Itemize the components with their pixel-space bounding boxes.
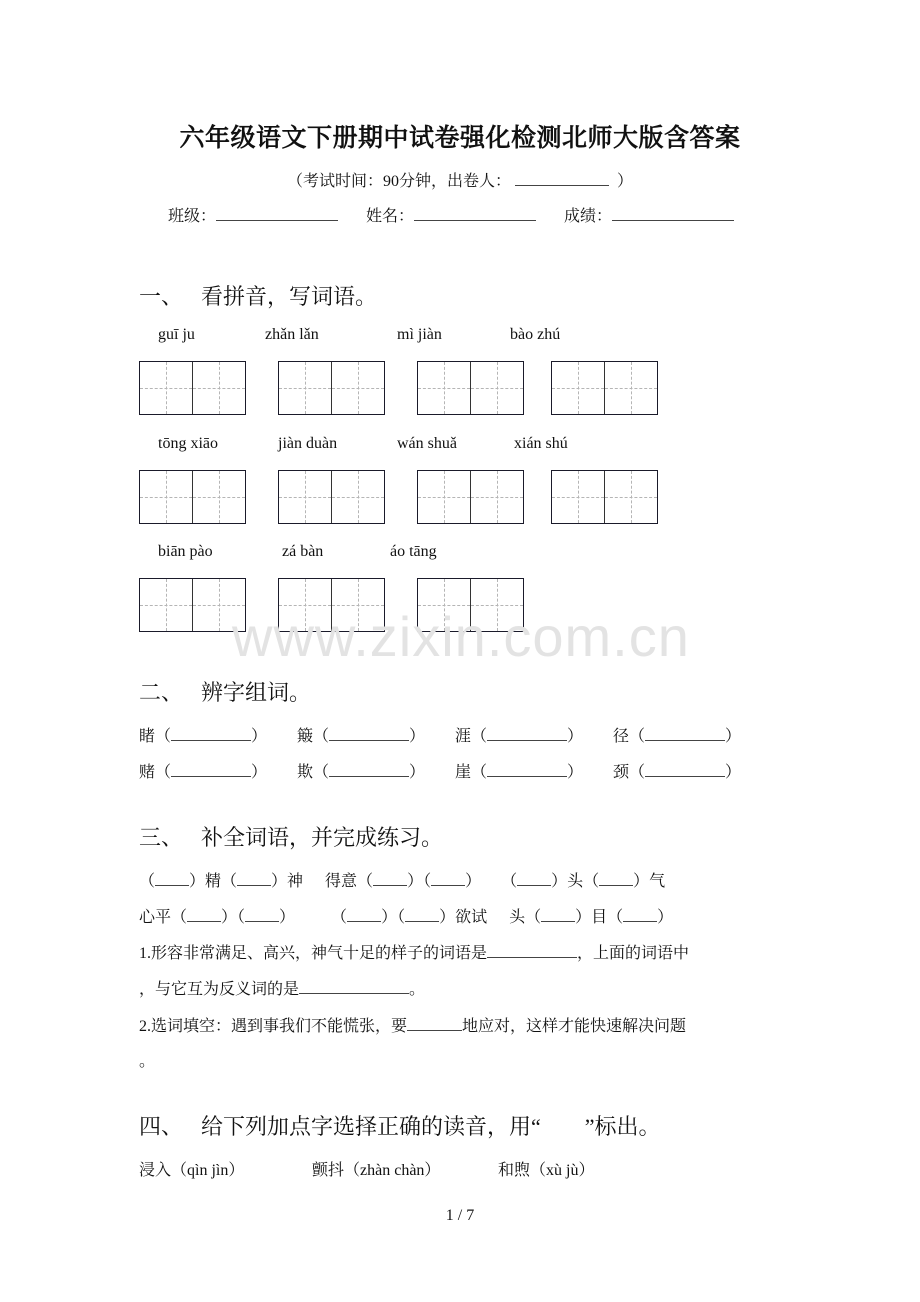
idiom-blank[interactable]: [623, 906, 657, 922]
idiom-blank[interactable]: [245, 906, 279, 922]
exam-info-line: （考试时间：90分钟，出卷人： ）: [0, 168, 920, 191]
writing-cell[interactable]: [279, 362, 331, 414]
answer-blank[interactable]: [329, 761, 409, 777]
class-blank[interactable]: [216, 204, 338, 221]
idiom-blank[interactable]: [541, 906, 575, 922]
answer-blank[interactable]: [329, 725, 409, 741]
section-3-heading: 三、 补全词语，并完成练习。: [139, 825, 444, 850]
writing-grid-box[interactable]: [417, 470, 524, 524]
idiom-blank[interactable]: [237, 870, 271, 886]
student-info-row: [168, 203, 734, 226]
char-group-item: 涯（ ）: [455, 723, 613, 746]
idiom-row: 心平（ ）（ ） （ ）（ ）欲试 头（ ）目（ ）: [139, 904, 673, 927]
reading-choice-item: 颤抖（zhàn chàn）: [312, 1162, 441, 1179]
score-field: [564, 203, 734, 226]
class-label: 班级：: [168, 208, 217, 225]
answer-blank[interactable]: [487, 761, 567, 777]
pinyin-label: zhǎn lǎn: [265, 326, 319, 343]
name-blank[interactable]: [414, 204, 536, 221]
reading-choice-item: 和煦（xù jù）: [498, 1162, 595, 1179]
char-group-item: 欺（ ）: [297, 759, 455, 782]
pinyin-label: jiàn duàn: [278, 435, 338, 452]
idiom-blank[interactable]: [599, 870, 633, 886]
idiom-blank[interactable]: [155, 870, 189, 886]
writing-grid-box[interactable]: [139, 361, 246, 415]
writing-cell[interactable]: [192, 471, 245, 523]
question-2-line-1: 2.选词填空：遇到事我们不能慌张，要 地应对，这样才能快速解决问题: [139, 1013, 686, 1036]
question-1-line-1: 1.形容非常满足、高兴，神气十足的样子的词语是 ，上面的词语中: [139, 940, 689, 963]
char-group-item: 赌（ ）: [139, 759, 297, 782]
idiom-row: （ ）精（ ）神 得意（ ）（ ） （ ）头（ ）气: [139, 868, 665, 891]
idiom-blank[interactable]: [187, 906, 221, 922]
answer-blank[interactable]: [171, 725, 251, 741]
pinyin-label: zá bàn: [282, 543, 324, 560]
pinyin-options[interactable]: （zhàn chàn）: [344, 1162, 441, 1179]
char-group-item: 径（ ）: [613, 723, 741, 746]
answer-blank[interactable]: [487, 725, 567, 741]
writing-cell[interactable]: [418, 362, 470, 414]
writing-cell[interactable]: [470, 362, 523, 414]
writing-cell[interactable]: [279, 471, 331, 523]
idiom-blank[interactable]: [405, 906, 439, 922]
writing-cell[interactable]: [331, 362, 384, 414]
question-1-line-2: ，与它互为反义词的是 。: [139, 976, 425, 999]
writing-cell[interactable]: [192, 362, 245, 414]
section-2-heading: 二、 辨字组词。: [139, 680, 312, 705]
pinyin-label: tōng xiāo: [158, 435, 218, 452]
reading-choice-item: 浸入（qìn jìn）: [139, 1162, 245, 1179]
answer-blank[interactable]: [487, 942, 577, 958]
idiom-blank[interactable]: [373, 870, 407, 886]
section-1-heading: 一、 看拼音，写词语。: [139, 284, 378, 309]
writing-grid-box[interactable]: [139, 470, 246, 524]
pinyin-options[interactable]: （qìn jìn）: [171, 1162, 245, 1179]
score-label: 成绩：: [564, 208, 613, 225]
reading-choice-row: [139, 1157, 594, 1180]
document-title: 六年级语文下册期中试卷强化检测北师大版含答案: [179, 125, 741, 152]
writing-grid-box[interactable]: [417, 361, 524, 415]
author-blank[interactable]: [515, 169, 609, 186]
answer-blank[interactable]: [299, 978, 409, 994]
idiom-blank[interactable]: [347, 906, 381, 922]
idiom-blank[interactable]: [517, 870, 551, 886]
writing-grid-box[interactable]: [278, 470, 385, 524]
writing-grid-box[interactable]: [551, 470, 658, 524]
writing-cell[interactable]: [140, 362, 192, 414]
writing-cell[interactable]: [552, 471, 604, 523]
pinyin-options[interactable]: （xù jù）: [530, 1162, 595, 1179]
page-number: 1 / 7: [445, 1207, 475, 1224]
char-group-item: 睹（ ）: [139, 723, 297, 746]
char-group-row: [139, 723, 741, 746]
name-label: 姓名：: [366, 208, 415, 225]
pinyin-label: xián shú: [514, 435, 568, 452]
writing-grid-box[interactable]: [139, 578, 246, 632]
writing-cell[interactable]: [470, 471, 523, 523]
writing-grid-box[interactable]: [278, 361, 385, 415]
writing-cell[interactable]: [552, 362, 604, 414]
answer-blank[interactable]: [645, 725, 725, 741]
char-group-item: 颈（ ）: [613, 759, 741, 782]
pinyin-label: mì jiàn: [397, 326, 442, 343]
pinyin-label: biān pào: [158, 543, 213, 560]
question-2-line-2: 。: [139, 1053, 156, 1070]
name-field: [366, 203, 536, 226]
pinyin-label: wán shuǎ: [397, 435, 457, 452]
writing-cell[interactable]: [418, 471, 470, 523]
section-4-heading: 四、 给下列加点字选择正确的读音，用“ ”标出。: [139, 1114, 661, 1139]
writing-cell[interactable]: [604, 471, 657, 523]
class-field: [168, 203, 338, 226]
char-group-row: [139, 759, 741, 782]
pinyin-label: áo tāng: [390, 543, 437, 560]
writing-cell[interactable]: [140, 471, 192, 523]
answer-blank[interactable]: [171, 761, 251, 777]
pinyin-label: guī ju: [158, 326, 195, 343]
score-blank[interactable]: [612, 204, 734, 221]
watermark: www.zixin.com.cn: [232, 605, 690, 668]
char-group-item: 簸（ ）: [297, 723, 455, 746]
exam-time-label: （考试时间：90分钟，出卷人：: [286, 173, 511, 190]
answer-blank[interactable]: [407, 1015, 462, 1031]
pinyin-label: bào zhú: [510, 326, 561, 343]
answer-blank[interactable]: [645, 761, 725, 777]
writing-cell[interactable]: [140, 579, 192, 631]
writing-grid-box[interactable]: [551, 361, 658, 415]
writing-cell[interactable]: [331, 471, 384, 523]
writing-cell[interactable]: [604, 362, 657, 414]
idiom-blank[interactable]: [431, 870, 465, 886]
char-group-item: 崖（ ）: [455, 759, 613, 782]
